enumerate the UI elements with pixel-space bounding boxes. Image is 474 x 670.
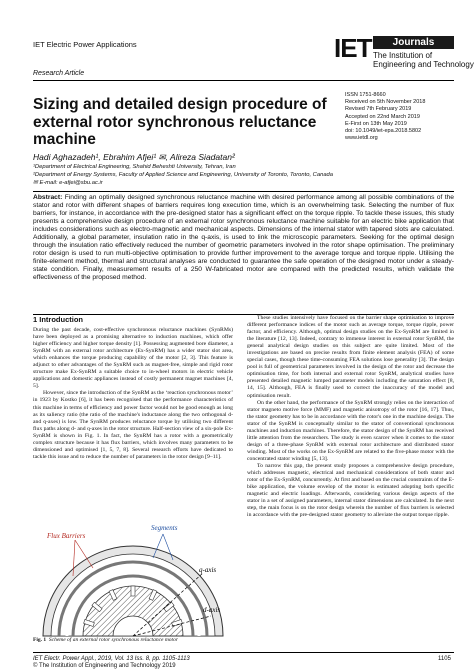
d-axis-label: d-axis [203, 606, 221, 614]
figure-caption-label: Fig. 1 [33, 637, 47, 643]
footer-divider [33, 652, 454, 653]
paper-title: Sizing and detailed design procedure of external rotor synchronous reluctance machine [33, 96, 327, 148]
footer-citation: IET Electr. Power Appl., 2019, Vol. 13 Iss. 8, pp. 1105-1113 [33, 656, 190, 662]
efirst-date: E-First on 13th May 2019 [345, 120, 407, 127]
intro-paragraph-5: To narrow this gap, the present study proposes a comprehensive design procedure, which addresses magnetic, electrical and mechanical considerations of both stator and rotor of the Ex-SynRM, concurrently. At first and based on the crucial constraints of the E-bike application, the volume envelop of the motor is estimated adopting both specific magnetic and electric loadings. Afterwards, considering various design aspects of the stator in a set of assigned parameters, internal stator dimensions are calculated. In the next step, the main focus is on the rotor design wherein the number of flux barriers is selected in accordance with the pre-designed stator geometry to alleviate the output torque ripple. [247, 462, 454, 519]
figure-caption-text: Scheme of an external rotor synchronous reluctance motor [48, 637, 178, 643]
received-date: Received on 5th November 2018 [345, 99, 426, 106]
authors: Hadi Aghazadeh¹, Ebrahim Afjei¹ ✉, Alireza Siadatan² [33, 152, 235, 162]
journal-name: IET Electric Power Applications [33, 40, 137, 49]
article-metadata [345, 92, 465, 142]
publisher-name-line2: Engineering and Technology [373, 60, 474, 69]
motor-schematic [33, 518, 233, 638]
left-column [33, 315, 233, 461]
q-axis-label: q-axis [199, 566, 217, 574]
corresponding-email[interactable]: ✉ E-mail: e-afjei@sbu.ac.ir [33, 180, 103, 186]
revised-date: Revised 7th February 2019 [345, 106, 412, 113]
website-link[interactable]: www.ietdl.org [345, 135, 378, 142]
abstract-label: Abstract: [33, 194, 63, 201]
iet-logo: IET [334, 33, 372, 63]
intro-paragraph-3: These studies intensively have focused on the barrier shape optimisation to improve different performance indices of the motor such as average torque, torque ripple, power factor, and efficiency. Although, optimal design studies on the Ex-SynRM are limited in the literature [12, 13]. Indeed, contrary to immense interest in external rotor SynRM, the general analytical design studies on this subject are quite limited. Most of the investigations are based on precise results from finite element analysis (FEA) of some special cases, though these time-consuming FEA solutions lose generality [3]. The design pool is full of geometrical parameters involved in the design of the rotor and decrease the optimisation time, for both internal and external rotor SynRM, analytical studies have presented detailed magnetic lumped parameter models including the saturation effect [8, 14, 15]. Although, FEA is finally used to correct the inaccuracy of the model and optimisation result. [247, 315, 454, 399]
doi-link[interactable]: doi: 10.1049/iet-epa.2018.5802 [345, 128, 422, 135]
affiliation-1: ¹Department of Electrical Engineering, Shahid Beheshti University, Tehran, Iran [33, 164, 236, 170]
figure-caption [33, 637, 178, 643]
publisher-name-line1: The Institution of [373, 51, 433, 60]
section-heading-introduction: 1 Introduction [33, 315, 83, 324]
abstract-text: Finding an optimally designed synchronous reluctance machine with desired performance among all possible combinations of the stator and rotor with different shapes of barriers requires long execution time, which is an overwhelming task. Selecting the number of flux barriers, for instance, in accordance with the pre-designed stator has a significant effect on the torque ripple. To tackle these issues, this study presents a comprehensive design procedure of an external rotor synchronous reluctance machine suitable for an electric bike application that includes considerations such as electro-magnetic and mechanical aspects. Dimensions of the internal stator with tapered slots are calculated. Additionally, a global parameter, insulation ratio in the q-axis, is used to link the microscopic parameters. Seeking for the optimal design through the insulation ratio effectively reduced the number of geometric parameters involved in the rotor shape optimisation. The preliminary rotor design is used to run multi-objective optimisation to provide further improvement to the average torque and torque ripple. Utilising the finite-element method, thermal and structural analyses are conducted to guarantee the safe operation of the designed motor under a steady-state condition. Finally, measurement results of a 250 W-fabricated motor are compared with the predicted results, which validate the effectiveness of the proposed method. [33, 194, 454, 281]
journals-badge: Journals [373, 36, 454, 49]
intro-paragraph-1: During the past decade, cost-effective synchronous reluctance machines (SynRMs) have been deployed as a promising alternative to induction machines, which offer higher efficiency and higher torque density [1]. Possessing augmented bore diameter, a SynRM with an external rotor architecture (Ex-SynRM) has a wider stator slot area, which enhances the torque producing capability of the motor [2, 3]. This feature is adjunct to other advantages of the SynRM such as magnet-free, simple and rigid rotor structure make Ex-SynRM a suitable choice to in-wheel motors in electric vehicle applications and domestic appliances instead of costly permanent magnet machines [4, 5]. [33, 327, 233, 390]
intro-paragraph-4: On the other hand, the performance of the SynRM strongly relies on the interaction of stator magneto motive force (MMF) and magnetic anisotropy of the rotor [16, 17]. Thus, the stator geometry has to be in accordance with the rotor's one in the machine design. The stator of the SynRM is conceptually similar to the stator of conventional synchronous machines and induction machines. Therefore, the stator design of the SynRM has received little attention from the researchers. The study is even scarcer when it comes to the stator design of a three-phase SynRM with external rotor architecture and distributed stator winding. Most of the works on the Ex-SynRM are related to the five-phase motor with the concentrated stator winding [5, 13]. [247, 399, 454, 462]
page-number: 1105 [438, 656, 451, 662]
figure-1 [33, 518, 233, 638]
abstract-divider-top [33, 191, 454, 192]
accepted-date: Accepted on 22nd March 2019 [345, 113, 420, 120]
article-type: Research Article [33, 70, 85, 77]
intro-paragraph-2: However, since the introduction of the SynRM as the ‘reaction synchronous motor’ in 1923 by Kostko [6], it has been recognised that the performance characteristics of this machine in terms of efficiency and power factor would not be good enough as long as its saliency ratio (the ratio of the machine's inductance along the two orthogonal d- and q-axes) is low. The SynRM produces reluctance torque by utilising two different flux paths along d- and q-axes in the rotor structure. Half-section view of a six-pole Ex-SynRM is shown in Fig. 1. In fact, the SynRM has a rotor with a geometrically complex structure because it has flux barriers, which involves many parameters to be dimensioned and optimised [1, 5, 7, 8]. Several research efforts have dedicated to tackle this issue and to reduce the number of parameters in the rotor design [9–11]. [33, 390, 233, 460]
flux-barriers-label: Flux Barriers [47, 532, 86, 540]
affiliation-2: ²Department of Energy Systems, Faculty of Applied Science and Engineering, University of Toronto, Toronto, Canada [33, 172, 333, 178]
segments-label: Segments [151, 524, 178, 532]
header-divider [33, 80, 454, 81]
issn: ISSN 1751-8660 [345, 92, 386, 98]
footer-copyright: © The Institution of Engineering and Technology 2019 [33, 663, 176, 669]
right-column [247, 315, 454, 519]
abstract [33, 194, 454, 282]
